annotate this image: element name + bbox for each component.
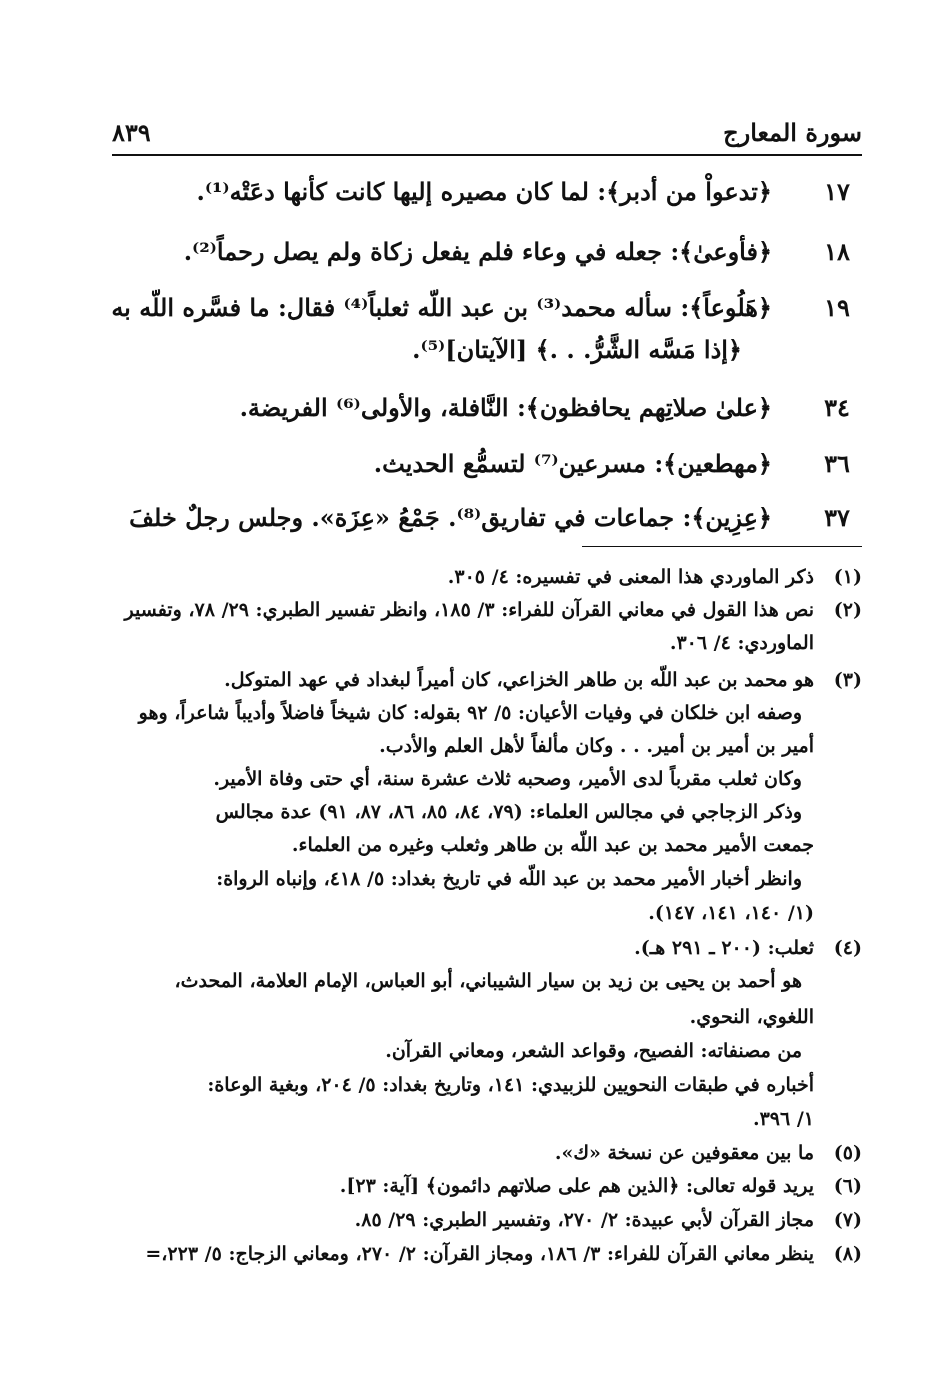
footnote-text: وانظر أخبار الأمير محمد بن عبد اللّه في تاريخ بغداد: ٥/ ٤١٨، وإنباه الرواة: xyxy=(216,868,802,890)
footnote-text: هو أحمد بن يحيى بن زيد بن سيار الشيباني، أبو العباس، الإمام العلامة، المحدث، xyxy=(174,970,802,992)
footnote-text: وذكر الزجاجي في مجالس العلماء: (٧٩، ٨٤، ٨٥، ٨٦، ٨٧، ٩١) عدة مجالس xyxy=(215,801,802,823)
footnote-number: (٥) xyxy=(833,1142,862,1164)
footnote-text: الماوردي: ٤/ ٣٠٦. xyxy=(669,632,814,654)
footnote-text: أخباره في طبقات النحويين للزبيدي: ١٤١، وتاريخ بغداد: ٥/ ٢٠٤، وبغية الوعاة: xyxy=(207,1074,814,1096)
surah-title: سورة المعارج xyxy=(723,118,862,147)
footnote-number: (٨) xyxy=(833,1243,862,1265)
footnote-text: ثعلب: (٢٠٠ ـ ٢٩١ هـ). xyxy=(634,937,814,959)
verse-text: ﴿عِزِين﴾: جماعات في تفاريق⁽⁸⁾. جَمْعُ «عِزَة». وجلس رجلٌ خلفَ xyxy=(129,503,772,532)
verse-text: ﴿إذا مَسَّه الشَّرُّ. . .﴾ [الآيتان]⁽⁵⁾. xyxy=(412,335,742,364)
footnote-text: ما بين معقوفين عن نسخة «ك». xyxy=(554,1142,814,1164)
footnote-text: يريد قوله تعالى: ﴿الذين هم على صلاتهم دائمون﴾ [آية: ٢٣]. xyxy=(339,1175,814,1197)
verse-number: ٣٦ xyxy=(824,449,850,478)
footnote-text: هو محمد بن عبد اللّه بن طاهر الخزاعي، كان أميراً لبغداد في عهد المتوكل. xyxy=(224,669,814,691)
footnote-text: (١/ ١٤٠، ١٤١، ١٤٧). xyxy=(648,902,814,924)
footnote-text: وصفه ابن خلكان في وفيات الأعيان: ٥/ ٩٢ بقوله: كان شيخاً فاضلاً وأديباً شاعراً، وهو xyxy=(138,702,802,724)
footnote-text: اللغوي، النحوي. xyxy=(689,1006,814,1028)
footnote-text: ينظر معاني القرآن للفراء: ٣/ ١٨٦، ومجاز القرآن: ٢/ ٢٧٠، ومعاني الزجاج: ٥/ ٢٢٣،= xyxy=(145,1243,814,1265)
verse-number: ٣٤ xyxy=(824,393,850,422)
footnote-text: ذكر الماوردي هذا المعنى في تفسيره: ٤/ ٣٠٥. xyxy=(447,566,814,588)
footnote-text: من مصنفاته: الفصيح، وقواعد الشعر، ومعاني القرآن. xyxy=(385,1040,802,1062)
footnote-text: جمعت الأمير محمد بن عبد اللّه بن طاهر وثعلب وغيره من العلماء. xyxy=(291,834,814,856)
footnote-text: نص هذا القول في معاني القرآن للفراء: ٣/ ١٨٥، وانظر تفسير الطبري: ٢٩/ ٧٨، وتفسير xyxy=(124,599,814,621)
verse-text: ﴿فأوعىٰ﴾: جعله في وعاء فلم يفعل زكاة ولم يصل رحماً⁽²⁾. xyxy=(183,237,772,266)
verse-number: ١٧ xyxy=(824,177,850,206)
footnote-number: (٧) xyxy=(833,1209,862,1231)
footnote-number: (٤) xyxy=(833,937,862,959)
footnote-text: وكان ثعلب مقرباً لدى الأمير، وصحبه ثلاث عشرة سنة، أي حتى وفاة الأمير. xyxy=(213,768,802,790)
footnote-number: (٢) xyxy=(833,599,862,621)
verse-number: ٣٧ xyxy=(824,503,850,532)
verse-text: ﴿مهطعين﴾: مسرعين⁽⁷⁾ لتسمُّع الحديث. xyxy=(373,449,772,478)
verse-number: ١٨ xyxy=(824,237,850,266)
footnote-text: مجاز القرآن لأبي عبيدة: ٢/ ٢٧٠، وتفسير الطبري: ٢٩/ ٨٥. xyxy=(354,1209,814,1231)
verse-text: ﴿هَلُوعاً﴾: سأله محمد⁽³⁾ بن عبد اللّه ثعلباً⁽⁴⁾ فقال: ما فسَّره اللّه به xyxy=(111,293,772,322)
verse-text: ﴿تدعواْ من أدبر﴾: لما كان مصيره إليها كانت كأنها دعَتْه⁽¹⁾. xyxy=(196,177,772,206)
footnote-number: (٣) xyxy=(833,669,862,691)
footnote-text: أمير بن أمير بن أمير. . . وكان مألفاً لأهل العلم والأدب. xyxy=(379,735,814,757)
verse-text: ﴿علىٰ صلاتِهم يحافظون﴾: النَّافلة، والأولى⁽⁶⁾ الفريضة. xyxy=(239,393,772,422)
footnote-number: (١) xyxy=(833,566,862,588)
page-number: ٨٣٩ xyxy=(112,118,151,147)
footnote-separator xyxy=(582,546,862,547)
footnote-text: ١/ ٣٩٦. xyxy=(752,1108,814,1130)
footnote-number: (٦) xyxy=(833,1175,862,1197)
verse-number: ١٩ xyxy=(824,293,850,322)
page-header xyxy=(112,112,862,156)
